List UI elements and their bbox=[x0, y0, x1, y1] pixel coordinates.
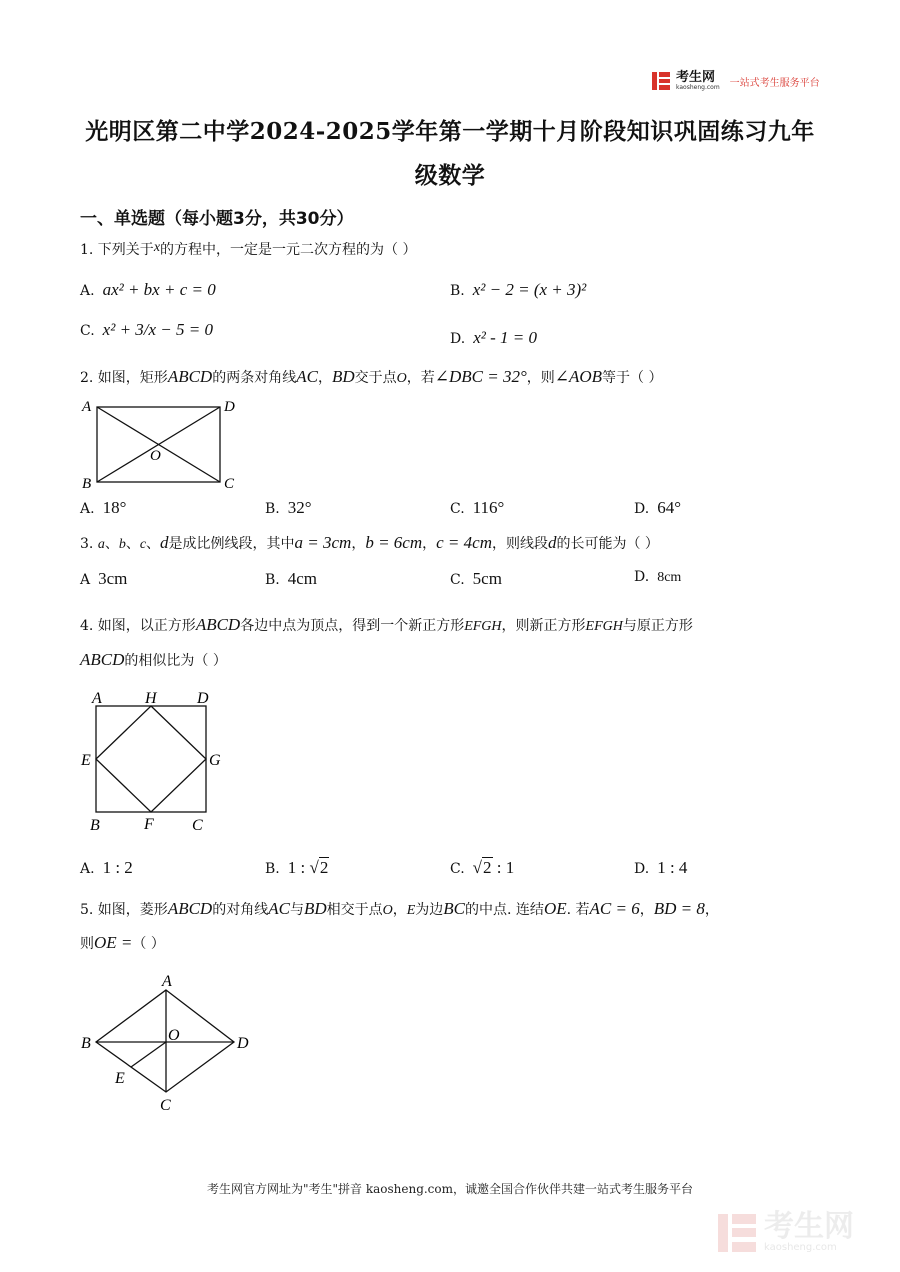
q2-option-d[interactable]: D. 64° bbox=[634, 498, 681, 517]
section-heading: 一、单选题（每小题3分，共30分） bbox=[80, 209, 354, 229]
q5-rhombus-figure bbox=[78, 970, 268, 1120]
q1-option-a[interactable]: A. ax² + bx + c = 0 bbox=[80, 280, 216, 299]
q4-option-c[interactable]: C. √2 : 1 bbox=[450, 858, 515, 877]
page-footer: 考生网官方网址为"考生"拼音 kaosheng.com，诚邀全国合作伙伴共建一站式考生服务平台 bbox=[206, 1182, 694, 1196]
label-e: E bbox=[81, 752, 91, 769]
q3-option-d[interactable]: D. 8cm bbox=[634, 569, 682, 585]
q4-option-b[interactable]: B. 1 : √2 bbox=[265, 858, 329, 877]
q2-option-c[interactable]: C. 116° bbox=[450, 498, 505, 517]
q4-option-d[interactable]: D. 1 : 4 bbox=[634, 858, 688, 877]
question-1-stem: 1. 下列关于x的方程中，一定是一元二次方程的为（ ） bbox=[80, 240, 417, 258]
label-e: E bbox=[115, 1070, 125, 1087]
q4-square-figure bbox=[78, 686, 238, 836]
label-d: D bbox=[197, 690, 209, 707]
q3-option-c[interactable]: C. 5cm bbox=[450, 569, 502, 588]
kaosheng-logo-icon bbox=[652, 72, 670, 90]
label-a: A bbox=[162, 973, 172, 990]
page-title-line2: 级数学 bbox=[414, 162, 486, 189]
question-2-stem: 2. 如图，矩形ABCD的两条对角线AC，BD交于点O，若∠DBC = 32°，则∠AOB等于（ ） bbox=[80, 367, 663, 386]
q2-option-b[interactable]: B. 32° bbox=[265, 498, 312, 517]
label-a: A bbox=[92, 690, 102, 707]
label-b: B bbox=[81, 1035, 91, 1052]
outer-square bbox=[96, 706, 206, 812]
label-a: A bbox=[82, 399, 92, 415]
label-g: G bbox=[209, 752, 221, 769]
label-c: C bbox=[192, 817, 203, 834]
label-o: O bbox=[168, 1027, 180, 1044]
question-3-stem: 3. a、b、c、d是成比例线段，其中a = 3cm，b = 6cm，c = 4cm，则线段d的长可能为（ ） bbox=[80, 533, 659, 552]
question-5-stem-line2: 则OE =（ ） bbox=[80, 933, 165, 952]
label-d: D bbox=[237, 1035, 249, 1052]
watermark-domain: kaosheng.com bbox=[764, 1242, 837, 1253]
label-o: O bbox=[150, 448, 161, 464]
logo-domain: kaosheng.com bbox=[676, 84, 720, 91]
question-4-stem-line2: ABCD的相似比为（ ） bbox=[80, 650, 227, 669]
q4-option-a[interactable]: A. 1 : 2 bbox=[80, 858, 133, 877]
question-5-stem-line1: 5. 如图，菱形ABCD的对角线AC与BD相交于点O，E为边BC的中点. 连结OE. 若AC = 6，BD = 8， bbox=[80, 899, 719, 918]
label-c: C bbox=[160, 1097, 171, 1114]
question-4-stem-line1: 4. 如图，以正方形ABCD各边中点为顶点，得到一个新正方形EFGH，则新正方形EFGH与原正方形 bbox=[80, 615, 693, 634]
logo-name: 考生网 bbox=[676, 70, 716, 85]
q3-option-a[interactable]: A 3cm bbox=[80, 569, 128, 588]
label-h: H bbox=[145, 690, 157, 707]
segment-oe bbox=[131, 1042, 166, 1067]
label-b: B bbox=[82, 476, 92, 492]
label-d: D bbox=[224, 399, 235, 415]
inner-square bbox=[96, 706, 206, 812]
header-logo bbox=[652, 71, 820, 91]
watermark bbox=[718, 1209, 854, 1253]
q1-option-d[interactable]: D. x² - 1 = 0 bbox=[450, 328, 537, 347]
watermark-name: 考生网 bbox=[764, 1209, 854, 1244]
watermark-logo-icon bbox=[718, 1214, 756, 1252]
q2-rectangle-figure bbox=[80, 395, 250, 495]
q3-option-b[interactable]: B. 4cm bbox=[265, 569, 318, 588]
label-b: B bbox=[90, 817, 100, 834]
q2-option-a[interactable]: A. 18° bbox=[80, 498, 127, 517]
q1-option-c[interactable]: C. x² + 3/x − 5 = 0 bbox=[80, 320, 213, 339]
logo-slogan: 一站式考生服务平台 bbox=[729, 77, 820, 89]
label-c: C bbox=[224, 476, 235, 492]
label-f: F bbox=[144, 816, 154, 833]
page-title-line1: 光明区第二中学2024-2025学年第一学期十月阶段知识巩固练习九年 bbox=[85, 118, 815, 145]
q1-option-b[interactable]: B. x² − 2 = (x + 3)² bbox=[450, 280, 587, 299]
